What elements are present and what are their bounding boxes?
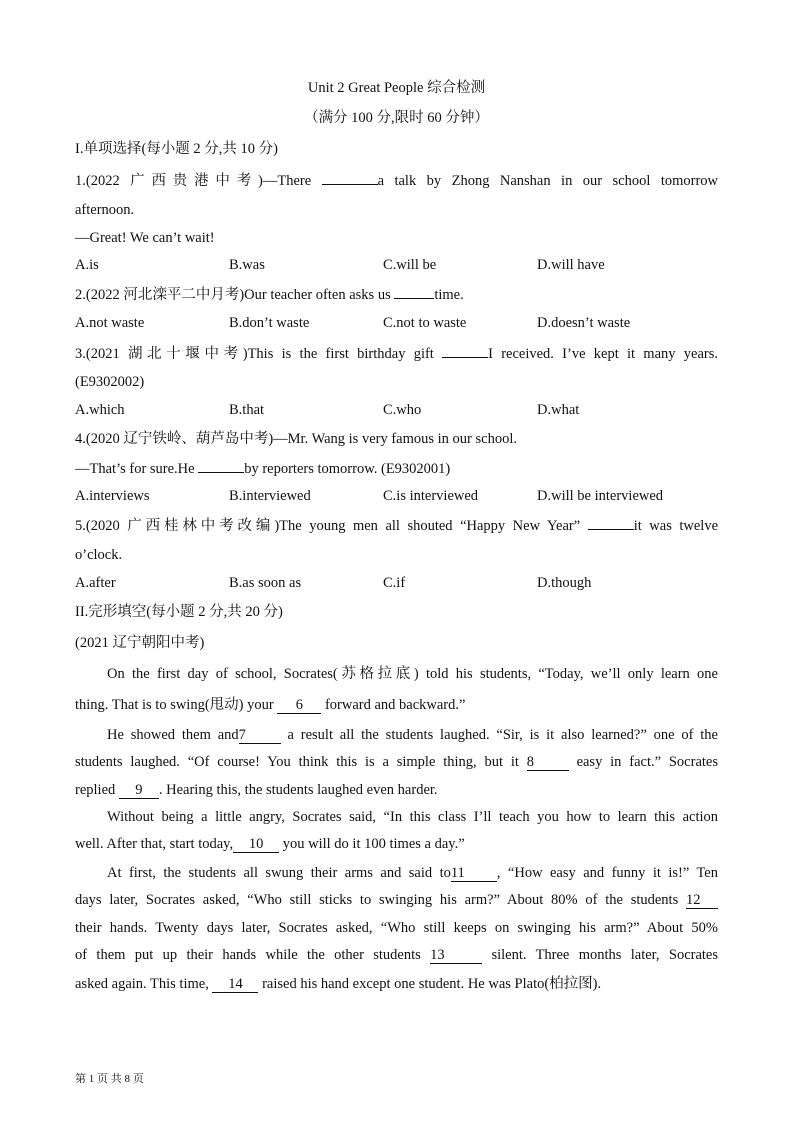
passage-line: replied 9 . Hearing this, the students laughed even harder. — [75, 782, 438, 798]
passage-line: asked again. This time, 14 raised his hand except one student. He was Plato(柏拉图). — [75, 976, 602, 992]
passage-line: their hands. Twenty days later, Socrates asked, “Who still keeps on swinging his arm?” About 50% — [75, 920, 718, 936]
passage-line: On the first day of school, Socrates(苏格拉底) told his students, “Today, we’ll only learn one — [107, 666, 718, 682]
passage-source: (2021 辽宁朝阳中考) — [75, 635, 205, 651]
question-5-line-1: 5.(2020 广西桂林中考改编)The young men all shouted “Happy New Year” it was twelve — [75, 515, 718, 536]
answer-blank — [394, 284, 434, 299]
option-d: D.though — [537, 575, 592, 591]
option-a: A.which — [75, 402, 125, 418]
answer-blank — [588, 515, 634, 530]
answer-blank — [322, 170, 378, 185]
option-a: A.after — [75, 575, 116, 591]
question-1-line-1: 1.(2022 广西贵港中考)—There a talk by Zhong Nanshan in our school tomorrow — [75, 170, 718, 191]
cloze-blank: 6 — [277, 698, 321, 714]
passage-line: Without being a little angry, Socrates said, “In this class I’ll teach you how to learn this action — [107, 809, 718, 825]
answer-blank — [198, 458, 244, 473]
cloze-blank: 14 — [212, 977, 258, 993]
option-d: D.what — [537, 402, 580, 418]
question-5-line-2: o’clock. — [75, 547, 123, 563]
cloze-blank: 9 — [119, 783, 159, 799]
option-b: B.interviewed — [229, 488, 311, 504]
section-heading: I.单项选择(每小题 2 分,共 10 分) — [75, 141, 278, 157]
answer-blank — [442, 343, 488, 358]
option-c: C.if — [383, 575, 406, 591]
cloze-blank: 8 — [527, 755, 569, 771]
cloze-blank: 13 — [430, 948, 482, 964]
question-3-line-2: (E9302002) — [75, 374, 145, 390]
passage-line: thing. That is to swing(甩动) your 6 forward and backward.” — [75, 697, 466, 713]
passage-line: At first, the students all swung their arms and said to11 , “How easy and funny it is!” Ten — [107, 865, 718, 881]
passage-line: well. After that, start today, 10 you will do it 100 times a day.” — [75, 836, 465, 852]
option-a: A.is — [75, 257, 99, 273]
passage-line: of them put up their hands while the other students 13 silent. Three months later, Socrates — [75, 947, 718, 963]
option-b: B.was — [229, 257, 265, 273]
option-b: B.don’t waste — [229, 315, 310, 331]
option-b: B.that — [229, 402, 265, 418]
option-d: D.will be interviewed — [537, 488, 664, 504]
section-heading: II.完形填空(每小题 2 分,共 20 分) — [75, 604, 283, 620]
question-1-line-3: —Great! We can’t wait! — [75, 230, 215, 246]
question-2-line-1: 2.(2022 河北滦平二中月考)Our teacher often asks us time. — [75, 284, 718, 305]
option-a: A.not waste — [75, 315, 145, 331]
cloze-blank: 10 — [233, 837, 279, 853]
question-3-line-1: 3.(2021 湖北十堰中考)This is the first birthday gift I received. I’ve kept it many years. — [75, 343, 718, 364]
page-number-footer: 第 1 页 共 8 页 — [75, 1073, 144, 1085]
page-subtitle: （满分 100 分,限时 60 分钟） — [304, 110, 489, 126]
option-a: A.interviews — [75, 488, 150, 504]
page-title: Unit 2 Great People 综合检测 — [307, 80, 486, 96]
cloze-blank: 12 — [686, 893, 718, 909]
option-b: B.as soon as — [229, 575, 302, 591]
question-1-line-2: afternoon. — [75, 202, 135, 218]
question-4-line-2: —That’s for sure.He by reporters tomorrow. (E9302001) — [75, 458, 718, 479]
passage-line: He showed them and7 a result all the students laughed. “Sir, is it also learned?” one of the — [107, 727, 718, 743]
option-c: C.is interviewed — [383, 488, 479, 504]
option-d: D.doesn’t waste — [537, 315, 631, 331]
option-c: C.not to waste — [383, 315, 467, 331]
question-4-line-1: 4.(2020 辽宁铁岭、葫芦岛中考)—Mr. Wang is very famous in our school. — [75, 431, 517, 447]
cloze-blank: 7 — [239, 728, 281, 744]
passage-line: students laughed. “Of course! You think this is a simple thing, but it 8 easy in fact.” Socrates — [75, 754, 718, 770]
option-c: C.who — [383, 402, 422, 418]
option-c: C.will be — [383, 257, 437, 273]
passage-line: days later, Socrates asked, “Who still sticks to swinging his arm?” About 80% of the students 12 — [75, 890, 718, 910]
option-d: D.will have — [537, 257, 605, 273]
cloze-blank: 11 — [451, 866, 497, 882]
